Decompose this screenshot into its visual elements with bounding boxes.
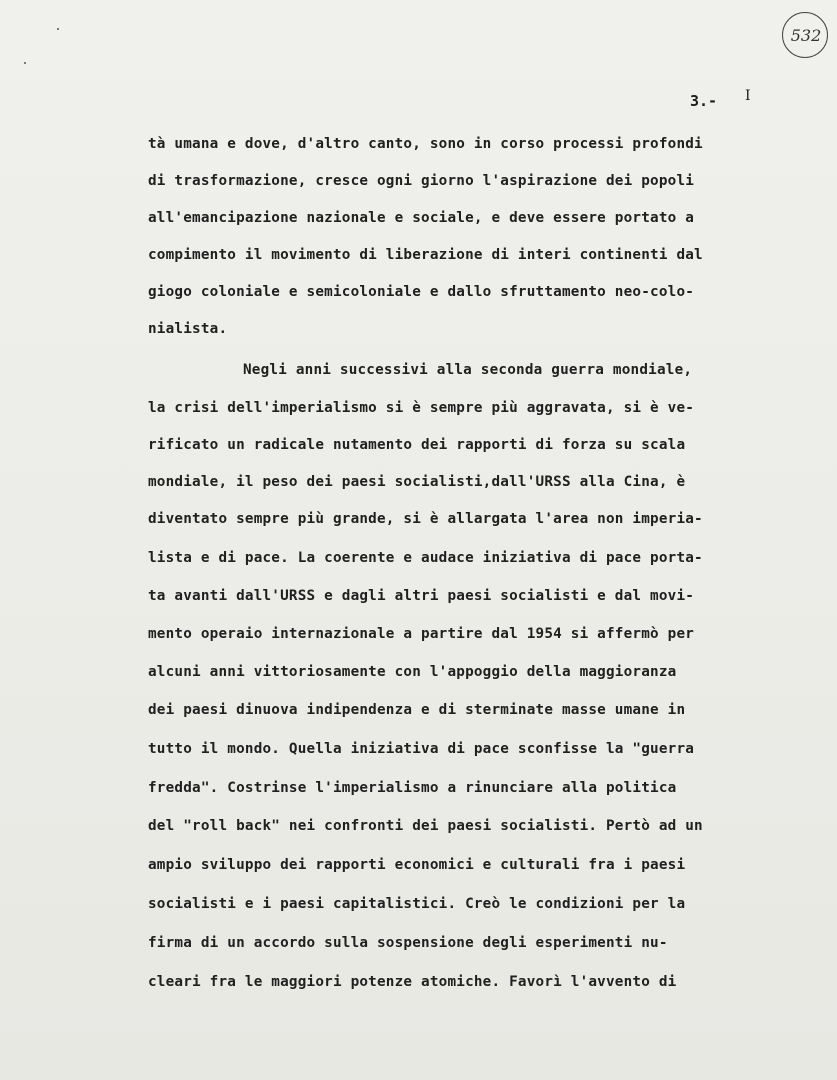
text-line: mondiale, il peso dei paesi socialisti,dall'URSS alla Cina, è xyxy=(148,474,686,490)
page-mark: I xyxy=(745,88,751,104)
text-line: firma di un accordo sulla sospensione degli esperimenti nu- xyxy=(148,935,668,951)
text-line: mento operaio internazionale a partire dal 1954 si affermò per xyxy=(148,626,695,642)
text-line: del "roll back" nei confronti dei paesi socialisti. Pertò ad un xyxy=(148,818,703,834)
text-line: alcuni anni vittoriosamente con l'appoggio della maggioranza xyxy=(148,664,677,680)
text-line: ta avanti dall'URSS e dagli altri paesi socialisti e dal movi- xyxy=(148,588,695,604)
text-line: di trasformazione, cresce ogni giorno l'aspirazione dei popoli xyxy=(148,173,695,189)
page-number: 3.- xyxy=(690,92,718,110)
text-line: socialisti e i paesi capitalistici. Creò le condizioni per la xyxy=(148,896,686,912)
text-line: la crisi dell'imperialismo si è sempre più aggravata, si è ve- xyxy=(148,400,695,416)
text-line: tutto il mondo. Quella iniziativa di pace sconfisse la "guerra xyxy=(148,741,695,757)
text-line: all'emancipazione nazionale e sociale, e deve essere portato a xyxy=(148,210,695,226)
archive-stamp xyxy=(782,12,828,58)
text-line: rificato un radicale nutamento dei rapporti di forza su scala xyxy=(148,437,686,453)
text-line: compimento il movimento di liberazione di interi continenti dal xyxy=(148,247,703,263)
text-line: diventato sempre più grande, si è allargata l'area non imperia- xyxy=(148,511,703,527)
paper-speck xyxy=(24,62,26,64)
text-line: cleari fra le maggiori potenze atomiche. Favorì l'avvento di xyxy=(148,974,677,990)
paper-speck xyxy=(57,28,59,30)
text-line: tà umana e dove, d'altro canto, sono in corso processi profondi xyxy=(148,136,703,152)
text-line: giogo coloniale e semicoloniale e dallo sfruttamento neo-colo- xyxy=(148,284,695,300)
archive-stamp-number: 532 xyxy=(790,26,822,45)
text-line: fredda". Costrinse l'imperialismo a rinunciare alla politica xyxy=(148,780,677,796)
text-line: nialista. xyxy=(148,321,228,337)
text-line: dei paesi dinuova indipendenza e di sterminate masse umane in xyxy=(148,702,686,718)
text-line: Negli anni successivi alla seconda guerra mondiale, xyxy=(243,362,693,378)
text-line: ampio sviluppo dei rapporti economici e culturali fra i paesi xyxy=(148,857,686,873)
text-line: lista e di pace. La coerente e audace iniziativa di pace porta- xyxy=(148,550,703,566)
